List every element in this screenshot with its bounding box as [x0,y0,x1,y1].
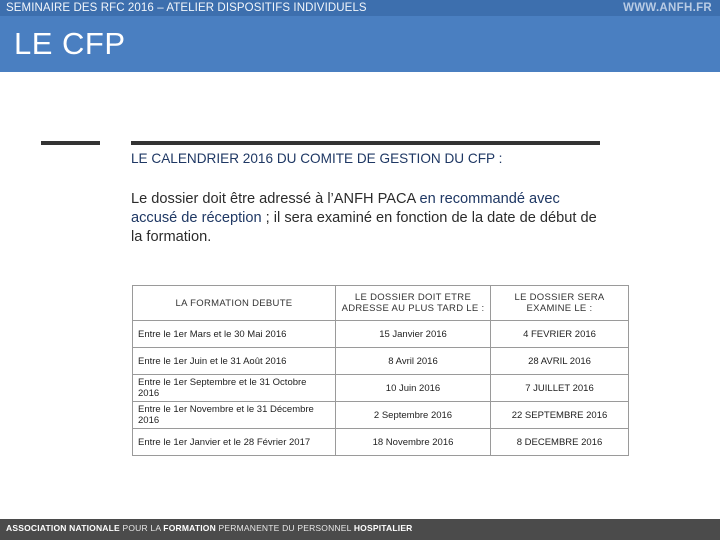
cell-sent: 18 Novembre 2016 [336,429,491,456]
body-text-end: ; il sera examiné en fonction de la date de début de la formation. [131,210,597,245]
footer-bold-1: ASSOCIATION NATIONALE [6,523,120,533]
main-divider [131,141,600,145]
cell-start: Entre le 1er Novembre et le 31 Décembre 2016 [133,402,336,429]
cell-sent: 15 Janvier 2016 [336,321,491,348]
site-url: WWW.ANFH.FR [623,2,712,14]
footer-bold-2: FORMATION [163,523,216,533]
cell-exam: 8 DECEMBRE 2016 [491,429,629,456]
cell-start: Entre le 1er Septembre et le 31 Octobre 2016 [133,375,336,402]
cell-start: Entre le 1er Mars et le 30 Mai 2016 [133,321,336,348]
seminar-title: SEMINAIRE DES RFC 2016 – ATELIER DISPOSITIFS INDIVIDUELS [6,2,367,14]
section-heading: LE CALENDRIER 2016 DU COMITE DE GESTION DU CFP : [131,151,503,166]
footer-tagline [6,523,413,533]
body-text-start: Le dossier doit être adressé à l’ANFH PACA [131,191,420,207]
cell-sent: 10 Juin 2016 [336,375,491,402]
footer-regular-2: PERMANENTE DU PERSONNEL [215,523,354,533]
column-header-sent: LE DOSSIER DOIT ETRE ADRESSE AU PLUS TARD LE : [336,286,491,321]
cell-exam: 28 AVRIL 2016 [491,348,629,375]
table-row [133,375,629,402]
table-row [133,321,629,348]
table-row [133,348,629,375]
cell-start: Entre le 1er Juin et le 31 Août 2016 [133,348,336,375]
footer-regular-1: POUR LA [119,523,164,533]
table-header-row [133,286,629,321]
page-title: LE CFP [14,26,126,61]
calendar-table [132,285,629,456]
cell-exam: 22 SEPTEMBRE 2016 [491,402,629,429]
footer-bar [0,519,720,540]
column-header-exam: LE DOSSIER SERA EXAMINE LE : [491,286,629,321]
cell-start: Entre le 1er Janvier et le 28 Février 2017 [133,429,336,456]
cell-sent: 8 Avril 2016 [336,348,491,375]
cell-exam: 7 JUILLET 2016 [491,375,629,402]
column-header-start: LA FORMATION DEBUTE [133,286,336,321]
body-paragraph [131,190,601,247]
cell-exam: 4 FEVRIER 2016 [491,321,629,348]
left-divider [41,141,100,145]
cell-sent: 2 Septembre 2016 [336,402,491,429]
table-row [133,402,629,429]
body-emphasis: en recommandé avec accusé de réception [131,191,560,226]
table-row [133,429,629,456]
footer-bold-3: HOSPITALIER [353,523,413,533]
